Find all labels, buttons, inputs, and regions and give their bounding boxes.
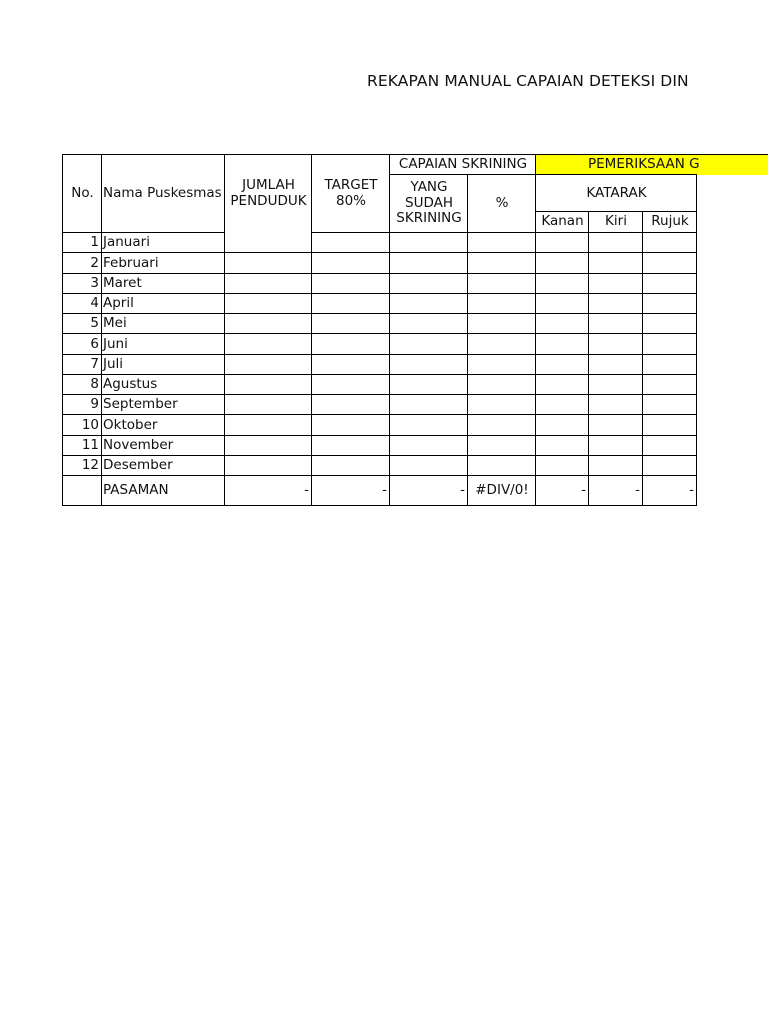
row-target-cell (311, 293, 390, 314)
row-percent-cell (467, 455, 536, 476)
row-kiri-cell (588, 313, 643, 334)
row-name: April (101, 293, 225, 314)
row-name: Juni (101, 333, 225, 355)
row-target-cell (311, 333, 390, 355)
total-jumlah: - (224, 475, 312, 506)
row-rujuk-cell (642, 414, 697, 436)
row-jumlah-cell (224, 354, 312, 375)
row-kanan-cell (535, 333, 589, 355)
header-target: TARGET 80% (311, 154, 390, 232)
row-percent-cell (467, 414, 536, 436)
row-no: 12 (62, 455, 102, 476)
row-percent-cell (467, 313, 536, 334)
row-kanan-cell (535, 394, 589, 415)
row-rujuk-cell (642, 273, 697, 294)
document-title: REKAPAN MANUAL CAPAIAN DETEKSI DIN (367, 72, 689, 90)
row-jumlah-cell (224, 374, 312, 395)
row-yang-sudah-cell (389, 435, 468, 456)
row-percent-cell (467, 252, 536, 274)
total-yang-sudah: - (389, 475, 468, 506)
row-jumlah-cell (224, 435, 312, 456)
row-no: 4 (62, 293, 102, 314)
row-target-cell (311, 252, 390, 274)
row-target-cell (311, 273, 390, 294)
row-yang-sudah-cell (389, 313, 468, 334)
row-target-cell (311, 374, 390, 395)
total-target: - (311, 475, 390, 506)
row-jumlah-cell (224, 313, 312, 334)
header-kiri: Kiri (588, 211, 643, 232)
table-right-border (696, 174, 697, 506)
rekap-table (62, 154, 768, 506)
row-target-cell (311, 394, 390, 415)
row-kiri-cell (588, 455, 643, 476)
table-bottom-border (62, 505, 696, 506)
row-kiri-cell (588, 414, 643, 436)
row-yang-sudah-cell (389, 354, 468, 375)
row-target-cell (311, 232, 390, 253)
header-no: No. (62, 154, 102, 232)
row-name: Maret (101, 273, 225, 294)
row-no: 7 (62, 354, 102, 375)
row-kanan-cell (535, 455, 589, 476)
row-target-cell (311, 435, 390, 456)
row-kanan-cell (535, 354, 589, 375)
row-rujuk-cell (642, 252, 697, 274)
row-no: 2 (62, 252, 102, 274)
row-jumlah-cell (224, 252, 312, 274)
row-name: Oktober (101, 414, 225, 436)
row-kanan-cell (535, 232, 589, 253)
row-yang-sudah-cell (389, 333, 468, 355)
row-name: November (101, 435, 225, 456)
row-jumlah-cell (224, 333, 312, 355)
row-kiri-cell (588, 394, 643, 415)
row-kiri-cell (588, 232, 643, 253)
row-no: 11 (62, 435, 102, 456)
header-jumlah-penduduk: JUMLAH PENDUDUK (224, 154, 312, 252)
header-percent: % (467, 174, 536, 232)
header-rujuk: Rujuk (642, 211, 697, 232)
row-percent-cell (467, 293, 536, 314)
row-kanan-cell (535, 252, 589, 274)
row-kiri-cell (588, 293, 643, 314)
row-kanan-cell (535, 414, 589, 436)
total-no-cell (62, 475, 102, 506)
row-yang-sudah-cell (389, 455, 468, 476)
row-yang-sudah-cell (389, 252, 468, 274)
row-rujuk-cell (642, 333, 697, 355)
total-kiri: - (588, 475, 643, 506)
row-rujuk-cell (642, 293, 697, 314)
row-percent-cell (467, 374, 536, 395)
row-jumlah-cell (224, 455, 312, 476)
row-kiri-cell (588, 354, 643, 375)
row-percent-cell (467, 333, 536, 355)
row-rujuk-cell (642, 435, 697, 456)
row-kiri-cell (588, 435, 643, 456)
row-rujuk-cell (642, 394, 697, 415)
row-no: 3 (62, 273, 102, 294)
row-target-cell (311, 455, 390, 476)
row-jumlah-cell (224, 394, 312, 415)
row-name: Mei (101, 313, 225, 334)
header-capaian-skrining: CAPAIAN SKRINING (389, 154, 536, 175)
row-name: Februari (101, 252, 225, 274)
row-name: Agustus (101, 374, 225, 395)
row-target-cell (311, 354, 390, 375)
row-yang-sudah-cell (389, 293, 468, 314)
row-percent-cell (467, 394, 536, 415)
row-name: Januari (101, 232, 225, 253)
row-target-cell (311, 313, 390, 334)
row-percent-cell (467, 273, 536, 294)
row-jumlah-cell (224, 273, 312, 294)
total-kanan: - (535, 475, 589, 506)
row-kanan-cell (535, 374, 589, 395)
row-kiri-cell (588, 273, 643, 294)
row-no: 5 (62, 313, 102, 334)
row-kanan-cell (535, 293, 589, 314)
row-yang-sudah-cell (389, 394, 468, 415)
row-yang-sudah-cell (389, 374, 468, 395)
header-katarak: KATARAK (535, 174, 697, 212)
row-no: 1 (62, 232, 102, 253)
total-percent: #DIV/0! (467, 475, 536, 506)
total-rujuk: - (642, 475, 697, 506)
header-yang-sudah-skrining: YANG SUDAH SKRINING (389, 174, 468, 232)
header-kanan: Kanan (535, 211, 589, 232)
row-kiri-cell (588, 252, 643, 274)
row-name: Juli (101, 354, 225, 375)
row-jumlah-cell (224, 414, 312, 436)
row-percent-cell (467, 354, 536, 375)
row-kiri-cell (588, 374, 643, 395)
row-no: 10 (62, 414, 102, 436)
row-rujuk-cell (642, 354, 697, 375)
row-percent-cell (467, 232, 536, 253)
row-yang-sudah-cell (389, 232, 468, 253)
row-no: 8 (62, 374, 102, 395)
total-name: PASAMAN (101, 475, 225, 506)
row-target-cell (311, 414, 390, 436)
row-kanan-cell (535, 313, 589, 334)
row-name: September (101, 394, 225, 415)
header-pemeriksaan: PEMERIKSAAN G (535, 154, 768, 175)
row-kanan-cell (535, 273, 589, 294)
row-percent-cell (467, 435, 536, 456)
row-rujuk-cell (642, 374, 697, 395)
row-kanan-cell (535, 435, 589, 456)
row-yang-sudah-cell (389, 273, 468, 294)
row-no: 9 (62, 394, 102, 415)
row-jumlah-cell (224, 293, 312, 314)
row-rujuk-cell (642, 313, 697, 334)
row-rujuk-cell (642, 455, 697, 476)
row-name: Desember (101, 455, 225, 476)
row-yang-sudah-cell (389, 414, 468, 436)
row-kiri-cell (588, 333, 643, 355)
row-no: 6 (62, 333, 102, 355)
row-rujuk-cell (642, 232, 697, 253)
header-nama-puskesmas: Nama Puskesmas (101, 154, 225, 232)
